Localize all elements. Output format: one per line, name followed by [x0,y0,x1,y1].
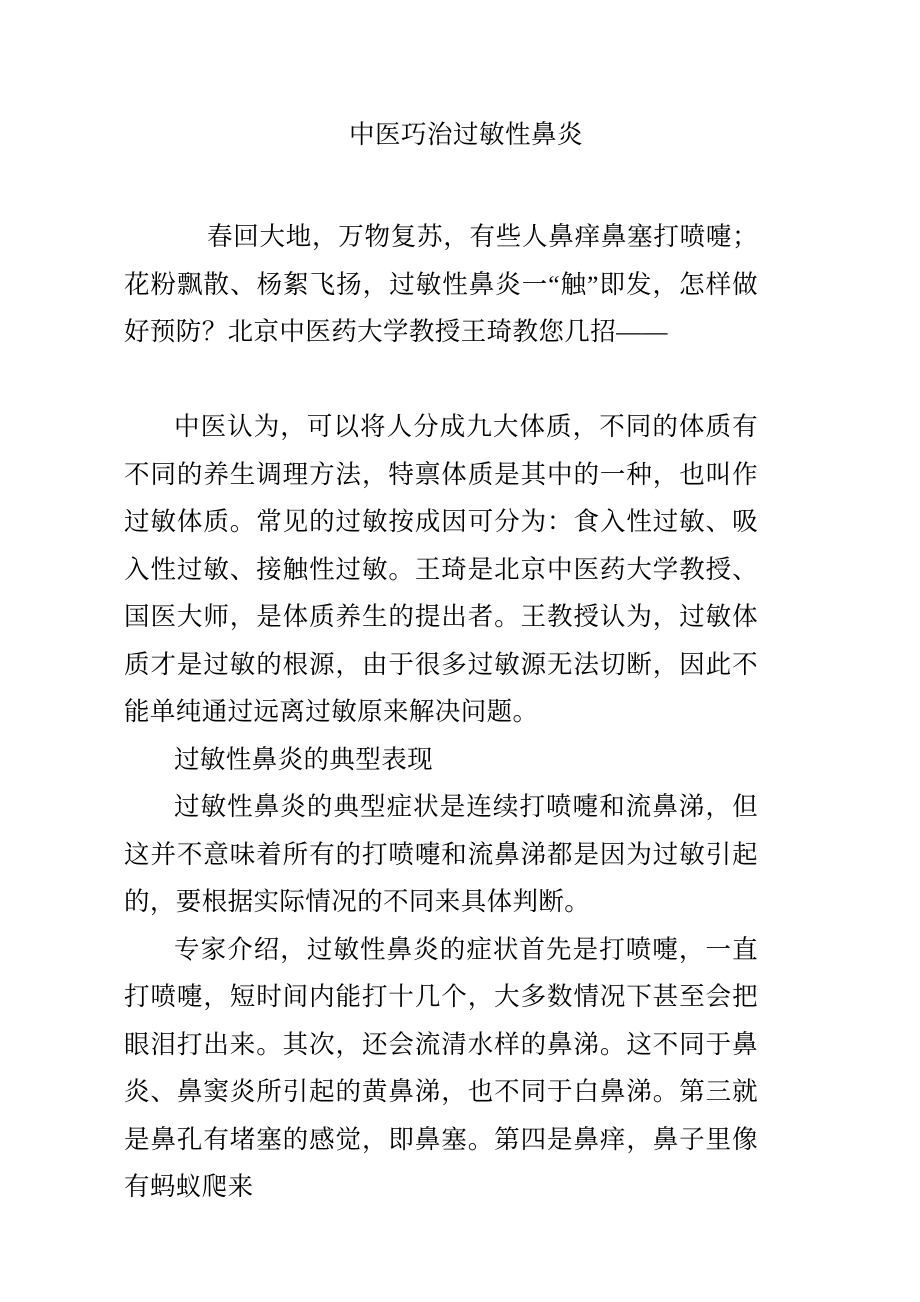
paragraph-typical-symptoms: 过敏性鼻炎的典型症状是连续打喷嚏和流鼻涕，但这并不意味着所有的打喷嚏和流鼻涕都是因为过敏引起的，要根据实际情况的不同来具体判断。 [124,792,758,916]
blank-line [124,356,758,404]
paragraph-constitution-overview: 中医认为，可以将人分成九大体质，不同的体质有不同的养生调理方法，特禀体质是其中的一种，也叫作过敏体质。常见的过敏按成因可分为：食入性过敏、吸入性过敏、接触性过敏。王琦是北京中医药大学教授、国医大师，是体质养生的提出者。王教授认为，过敏体质才是过敏的根源，由于很多过敏源无法切断，因此不能单纯通过远离过敏原来解决问题。 [124,412,758,726]
section-heading-typical-signs: 过敏性鼻炎的典型表现 [174,744,434,774]
paragraph-expert-symptom-detail: 专家介绍，过敏性鼻炎的症状首先是打喷嚏，一直打喷嚏，短时间内能打十几个，大多数情况下甚至会把眼泪打出来。其次，还会流清水样的鼻涕。这不同于鼻炎、鼻窦炎所引起的黄鼻涕，也不同于白鼻涕。第三就是鼻孔有堵塞的感觉，即鼻塞。第四是鼻痒，鼻子里像有蚂蚁爬来 [124,934,758,1201]
document-title: 中医巧治过敏性鼻炎 [348,120,583,149]
blank-line [0,159,920,207]
document-body [124,213,758,1211]
paragraph-intro: 春回大地，万物复苏，有些人鼻痒鼻塞打喷嚏；花粉飘散、杨絮飞扬，过敏性鼻炎一“触”即发，怎样做好预防？北京中医药大学教授王琦教您几招—— [124,222,758,346]
